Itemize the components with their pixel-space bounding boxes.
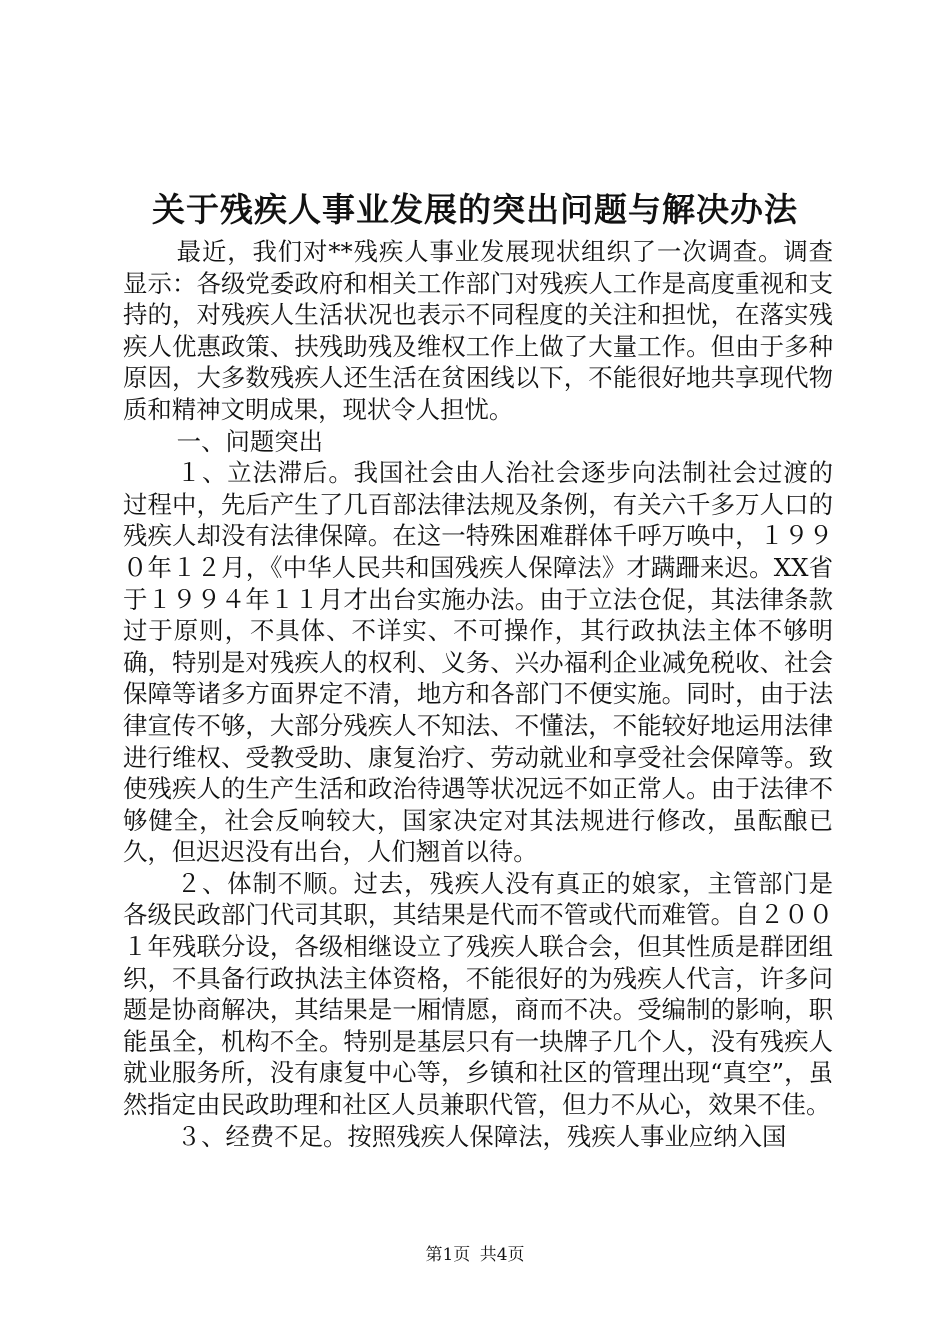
paragraph-funding: ３、经费不足。按照残疾人保障法，残疾人事业应纳入国: [176, 1121, 787, 1151]
paragraph-system: ２、体制不顺。过去，残疾人没有真正的娘家，主管部门是各级民政部门代司其职，其结果是代而不管或代而难管。自２００１年残联分设，各级相继设立了残疾人联合会，但其性质是群团组织，不具备行政执法主体资格，不能很好的为残疾人代言，许多问题是协商解决，其结果是一厢情愿，商而不决。受编制的影响，职能虽全，机构不全。特别是基层只有一块牌子几个人，没有残疾人就业服务所，没有康复中心等，乡镇和社区的管理出现“真空”，虽然指定由民政助理和社区人员兼职代管，但力不从心，效果不佳。: [123, 868, 833, 1120]
page-footer: [0, 1244, 950, 1266]
page-number: 第1页: [425, 1245, 471, 1265]
page-total: 共4页: [479, 1245, 525, 1265]
document-body: [123, 236, 833, 1152]
paragraph-intro: 最近，我们对**残疾人事业发展现状组织了一次调查。调查显示：各级党委政府和相关工作部门对残疾人工作是高度重视和支持的，对残疾人生活状况也表示不同程度的关注和担忧，在落实残疾人优惠政策、扶残助残及维权工作上做了大量工作。但由于多种原因，大多数残疾人还生活在贫困线以下，不能很好地共享现代物质和精神文明成果，现状令人担忧。: [123, 237, 833, 424]
document-title: 关于残疾人事业发展的突出问题与解决办法: [152, 190, 798, 229]
section-heading-problems: 一、问题突出: [176, 426, 324, 456]
paragraph-legislation: １、立法滞后。我国社会由人治社会逐步向法制社会过渡的过程中，先后产生了几百部法律法规及条例，有关六千多万人口的残疾人却没有法律保障。在这一特殊困难群体千呼万唤中，１９９０年１２月，《中华人民共和国残疾人保障法》才蹒跚来迟。XX省于１９９４年１１月才出台实施办法。由于立法仓促，其法律条款过于原则，不具体、不详实、不可操作，其行政执法主体不够明确，特别是对残疾人的权利、义务、兴办福利企业减免税收、社会保障等诸多方面界定不清，地方和各部门不便实施。同时，由于法律宣传不够，大部分残疾人不知法、不懂法，不能较好地运用法律进行维权、受教受助、康复治疗、劳动就业和享受社会保障等。致使残疾人的生产生活和政治待遇等状况远不如正常人。由于法律不够健全，社会反响较大，国家决定对其法规进行修改，虽酝酿已久，但迟迟没有出台，人们翘首以待。: [123, 458, 833, 867]
